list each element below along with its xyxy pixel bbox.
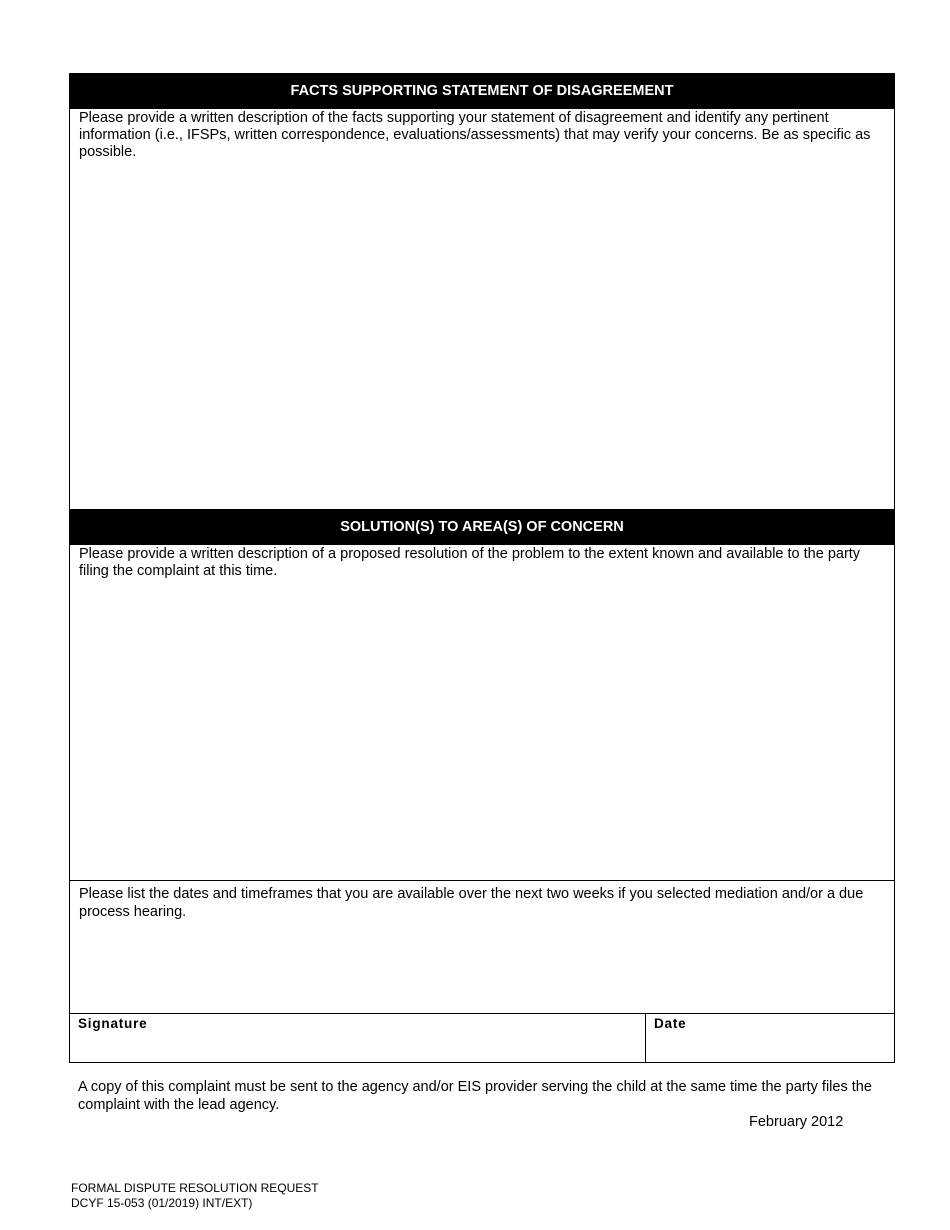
facts-section [70, 74, 894, 510]
signature-cell [70, 1014, 646, 1062]
signature-label: Signature [78, 1016, 148, 1031]
availability-textarea[interactable] [70, 921, 894, 1005]
facts-header: FACTS SUPPORTING STATEMENT OF DISAGREEMENT [70, 74, 894, 109]
signature-input[interactable] [78, 1039, 637, 1059]
footer-form-number: DCYF 15-053 (01/2019) INT/EXT) [71, 1196, 253, 1210]
solution-section [70, 510, 894, 881]
form-footer [71, 1181, 319, 1211]
solution-instructions: Please provide a written description of a proposed resolution of the problem to the extent known and available to the party filing the complaint at this time. [79, 546, 861, 579]
solution-textarea[interactable] [70, 580, 894, 876]
solution-header: SOLUTION(S) TO AREA(S) OF CONCERN [70, 510, 894, 545]
date-label: Date [654, 1016, 687, 1031]
date-cell [646, 1014, 894, 1062]
form-date: February 2012 [749, 1114, 844, 1130]
facts-textarea[interactable] [70, 161, 894, 507]
availability-section [70, 881, 894, 1014]
signature-row [70, 1014, 894, 1063]
complaint-copy-note: A copy of this complaint must be sent to the agency and/or EIS provider serving the child at the same time the party files the complaint with the lead agency. [78, 1079, 872, 1113]
facts-instructions: Please provide a written description of the facts supporting your statement of disagreement and identify any pertinent information (i.e., IFSPs, written correspondence, evaluations/assessments) that may verify your concerns. Be as specific as possible. [79, 110, 871, 160]
date-input[interactable] [654, 1039, 886, 1059]
footer-form-title: FORMAL DISPUTE RESOLUTION REQUEST [71, 1181, 319, 1195]
availability-instructions: Please list the dates and timeframes that you are available over the next two weeks if you selected mediation and/or a due process hearing. [79, 886, 864, 920]
dispute-form [69, 73, 895, 1063]
